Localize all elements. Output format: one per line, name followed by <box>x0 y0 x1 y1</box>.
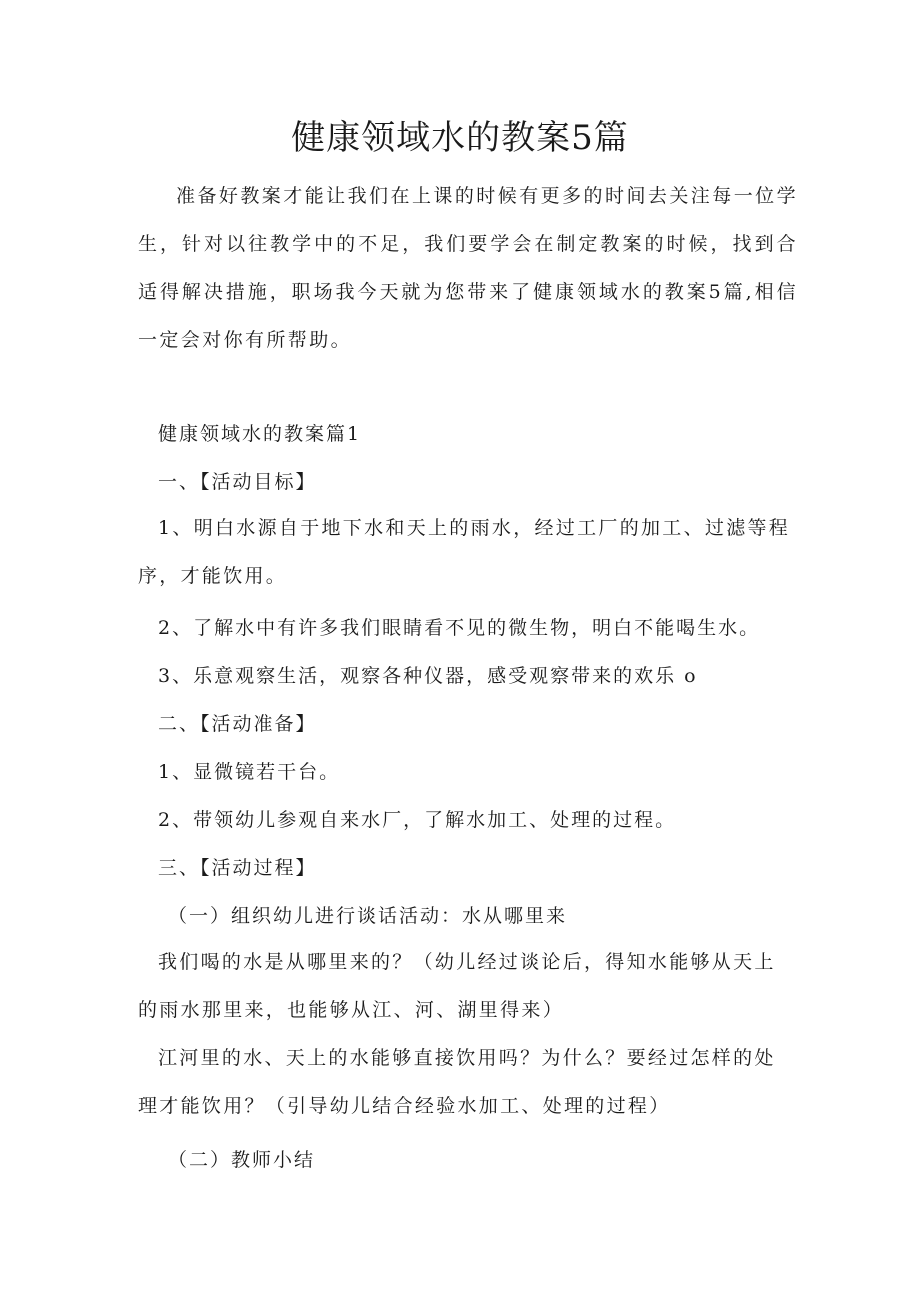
section-heading: 健康领域水的教案篇1 <box>158 423 362 445</box>
prep-heading: 二、【活动准备】 <box>158 713 317 735</box>
goals-heading: 一、【活动目标】 <box>158 471 317 493</box>
goal-item-1: 1、明白水源自于地下水和天上的雨水，经过工厂的加工、过滤等程序，才能饮用。 <box>138 517 791 587</box>
process-heading: 三、【活动过程】 <box>158 857 317 879</box>
process-paragraph-1: 我们喝的水是从哪里来的？（幼儿经过谈论后，得知水能够从天上的雨水那里来，也能够从江、河、湖里得来） <box>138 951 776 1021</box>
process-subheading-1: （一）组织幼儿进行谈话活动：水从哪里来 <box>168 905 568 927</box>
process-subheading-2: （二）教师小结 <box>168 1149 316 1171</box>
process-paragraph-2: 江河里的水、天上的水能够直接饮用吗？为什么？要经过怎样的处理才能饮用？（引导幼儿结合经验水加工、处理的过程） <box>138 1047 776 1117</box>
prep-item-1: 1、显微镜若干台。 <box>158 761 341 783</box>
document-title: 健康领域水的教案5篇 <box>291 118 629 158</box>
goal-item-2: 2、了解水中有许多我们眼睛看不见的微生物，明白不能喝生水。 <box>158 617 761 639</box>
goal-item-3: 3、乐意观察生活，观察各种仪器，感受观察带来的欢乐 o <box>158 665 698 687</box>
prep-item-2: 2、带领幼儿参观自来水厂，了解水加工、处理的过程。 <box>158 809 677 831</box>
intro-paragraph: 准备好教案才能让我们在上课的时候有更多的时间去关注每一位学生，针对以往教学中的不足，我们要学会在制定教案的时候，找到合适得解决措施，职场我今天就为您带来了健康领域水的教案5篇,相信一定会对你有所帮助。 <box>138 185 798 351</box>
